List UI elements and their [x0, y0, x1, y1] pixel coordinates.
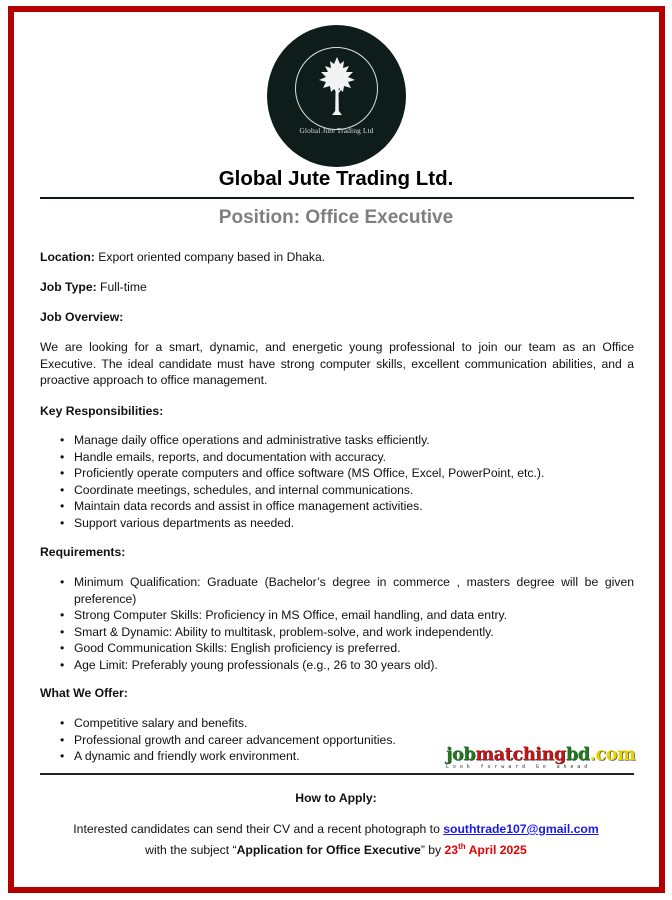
bullet-icon: •: [60, 716, 65, 730]
list-item: [40, 715, 634, 732]
list-item-text: Smart & Dynamic: Ability to multitask, problem-solve, and work independently.: [74, 624, 494, 639]
list-item: [40, 482, 634, 499]
watermark-part-com: .com: [589, 745, 636, 765]
bullet-icon: •: [60, 575, 65, 589]
list-item: [40, 432, 634, 449]
footer-divider: [40, 773, 634, 775]
list-item-text: Coordinate meetings, schedules, and internal communications.: [74, 482, 414, 497]
watermark-tagline: Look forward Go ahead: [446, 764, 592, 770]
position-title: Position: Office Executive: [218, 207, 454, 228]
overview-heading: [40, 309, 634, 326]
bullet-icon: •: [60, 624, 65, 639]
list-item: [40, 640, 634, 657]
jobmatchingbd-watermark: [446, 746, 636, 770]
bullet-icon: •: [60, 466, 65, 480]
list-item-text: Support various departments as needed.: [74, 515, 295, 530]
watermark-part-bd: bd: [565, 745, 590, 765]
list-item-text: Competitive salary and benefits.: [74, 716, 248, 730]
responsibilities-list: [40, 432, 634, 531]
bullet-icon: •: [60, 433, 65, 447]
requirements-list: [40, 574, 634, 673]
deadline-ordinal: th: [458, 842, 466, 851]
list-item-text: Good Communication Skills: English proficiency is preferred.: [74, 641, 401, 655]
list-item: [40, 515, 634, 532]
requirements-heading: [40, 544, 634, 561]
job-type-value: Full-time: [96, 280, 147, 294]
bullet-icon: •: [60, 449, 65, 464]
offer-heading: [40, 685, 634, 702]
watermark-part-matching: matching: [475, 745, 566, 765]
watermark-part-job: job: [446, 745, 476, 765]
location-label: Location:: [40, 250, 95, 264]
tree-icon: [311, 55, 363, 121]
list-item-text: Proficiently operate computers and office software (MS Office, Excel, PowerPoint, etc.).: [74, 466, 545, 480]
offer-heading-text: What We Offer:: [40, 686, 128, 700]
bullet-icon: •: [60, 515, 65, 530]
location-line: [40, 249, 634, 266]
list-item: [40, 607, 634, 624]
responsibilities-heading: [40, 403, 634, 420]
bullet-icon: •: [60, 641, 65, 655]
apply-text: Interested candidates can send their CV and a recent photograph to: [73, 822, 444, 836]
list-item: [40, 465, 634, 482]
subject-suffix: ” by: [420, 843, 445, 857]
bullet-icon: •: [60, 657, 65, 672]
deadline-date: [445, 843, 527, 857]
list-item: [40, 498, 634, 515]
logo-caption: Global Jute Trading Ltd: [299, 126, 374, 135]
apply-instructions-line-1: [0, 822, 672, 836]
list-item: [40, 657, 634, 674]
bullet-icon: •: [60, 482, 65, 497]
location-value: Export oriented company based in Dhaka.: [94, 250, 326, 264]
overview-paragraph: We are looking for a smart, dynamic, and energetic young professional to join our team as an Office Executive. The ideal candidate must have strong computer skills, excellent communication abilities, and a proactive approach to office management.: [40, 340, 634, 387]
company-title: Global Jute Trading Ltd.: [218, 167, 454, 190]
overview-heading-text: Job Overview:: [40, 310, 124, 324]
bullet-icon: •: [60, 499, 65, 513]
apply-instructions-line-2: [0, 843, 672, 857]
list-item-text: Professional growth and career advancement opportunities.: [74, 732, 396, 747]
list-item-text: Manage daily office operations and administrative tasks efficiently.: [74, 433, 430, 447]
list-item-text: Age Limit: Preferably young professionals (e.g., 26 to 30 years old).: [74, 657, 438, 672]
deadline-month-year: April 2025: [465, 843, 527, 857]
list-item: [40, 624, 634, 641]
watermark-logo-text: [446, 746, 636, 764]
email-subject: Application for Office Executive: [236, 843, 421, 857]
bullet-icon: •: [60, 749, 65, 763]
subject-prefix: with the subject “: [145, 843, 237, 857]
company-logo: [267, 25, 406, 167]
list-item: [40, 449, 634, 466]
header-divider: [40, 197, 634, 199]
bullet-icon: •: [60, 732, 65, 747]
how-to-apply-heading: How to Apply:: [295, 791, 377, 805]
list-item-text: Handle emails, reports, and documentation with accuracy.: [74, 449, 387, 464]
email-link[interactable]: southtrade107@gmail.com: [443, 822, 599, 836]
job-type-line: [40, 279, 634, 296]
deadline-day: 23: [444, 843, 459, 857]
list-item-text: A dynamic and friendly work environment.: [74, 749, 300, 763]
requirements-heading-text: Requirements:: [40, 545, 126, 559]
bullet-icon: •: [60, 608, 65, 622]
job-type-label: Job Type:: [40, 280, 97, 294]
list-item-text: Strong Computer Skills: Proficiency in MS Office, email handling, and data entry.: [74, 608, 508, 622]
list-item-text: Minimum Qualification: Graduate (Bachelor’s degree in commerce , masters degree will be given preference): [74, 575, 634, 606]
responsibilities-heading-text: Key Responsibilities:: [40, 404, 164, 418]
list-item: [40, 574, 634, 607]
list-item-text: Maintain data records and assist in office management activities.: [74, 499, 423, 513]
